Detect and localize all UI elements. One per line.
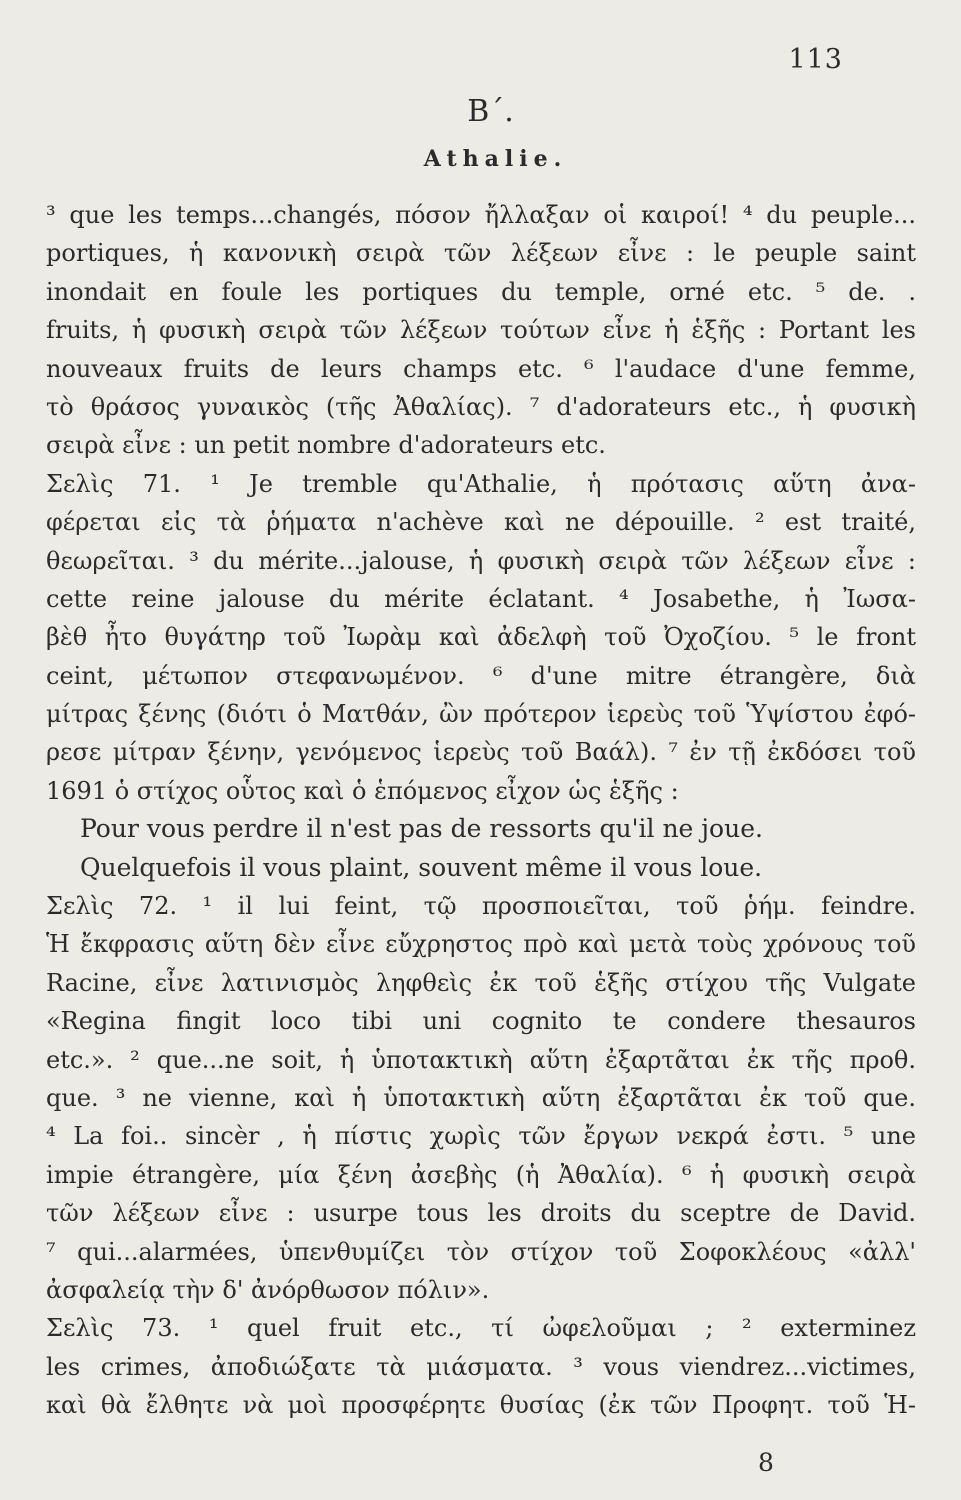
text-line: ceint, μέτωπον στεφανωμένον. ⁶ d'une mitre étrangère, διὰ xyxy=(46,661,916,690)
text-line: καὶ θὰ ἔλθητε νὰ μοὶ προσφέρητε θυσίας (ἐκ τῶν Προφητ. τοῦ Ἡ- xyxy=(46,1391,916,1420)
text-line: inondait en foule les portiques du temple, orné etc. ⁵ de. . xyxy=(46,277,916,306)
text-line: φέρεται εἰς τὰ ῥήματα n'achève καὶ ne dépouille. ² est traité, xyxy=(46,508,916,537)
section-title: Athalie. xyxy=(423,146,568,172)
text-line: portiques, ἡ κανονικὴ σειρὰ τῶν λέξεων εἶνε : le peuple saint xyxy=(46,239,916,268)
text-line: «Regina fingit loco tibi uni cognito te condere thesauros xyxy=(46,1007,916,1036)
text-line: τῶν λέξεων εἶνε : usurpe tous les droits du sceptre de David. xyxy=(46,1199,916,1228)
text-line: ⁴ La foi.. sincèr , ἡ πίστις χωρὶς τῶν ἔργων νεκρά ἐστι. ⁵ une xyxy=(46,1122,916,1151)
text-line: τὸ θράσος γυναικὸς (τῆς Ἀθαλίας). ⁷ d'adorateurs etc., ἡ φυσικὴ xyxy=(46,392,916,421)
text-line: Σελὶς 71. ¹ Je tremble qu'Athalie, ἡ πρότασις αὕτη ἀνα- xyxy=(46,469,916,498)
section-mark: B΄. xyxy=(467,94,514,129)
text-line: les crimes, ἀποδιώξατε τὰ μιάσματα. ³ vous viendrez...victimes, xyxy=(46,1352,916,1381)
verse-line: Pour vous perdre il n'est pas de ressorts qu'il ne joue. xyxy=(80,814,763,844)
text-line: Σελὶς 72. ¹ il lui feint, τῷ προσποιεῖται, τοῦ ῥήμ. feindre. xyxy=(46,892,916,921)
text-line: θεωρεῖται. ³ du mérite...jalouse, ἡ φυσικὴ σειρὰ τῶν λέξεων εἶνε : xyxy=(46,546,916,575)
text-line: que. ³ ne vienne, καὶ ἡ ὑποτακτικὴ αὕτη ἐξαρτᾶται ἐκ τοῦ que. xyxy=(46,1083,916,1112)
text-line: nouveaux fruits de leurs champs etc. ⁶ l'audace d'une femme, xyxy=(46,354,916,383)
text-line: βὲθ ἦτο θυγάτηρ τοῦ Ἰωρὰμ καὶ ἀδελφὴ τοῦ Ὀχοζίου. ⁵ le front xyxy=(46,623,916,652)
text-line: etc.». ² que...ne soit, ἡ ὑποτακτικὴ αὕτη ἐξαρτᾶται ἐκ τῆς προθ. xyxy=(46,1045,916,1074)
text-line: σειρὰ εἶνε : un petit nombre d'adorateurs etc. xyxy=(46,431,606,460)
text-line: impie étrangère, μία ξένη ἀσεβὴς (ἡ Ἀθαλία). ⁶ ἡ φυσικὴ σειρὰ xyxy=(46,1160,916,1189)
text-line: fruits, ἡ φυσικὴ σειρὰ τῶν λέξεων τούτων εἶνε ἡ ἑξῆς : Portant les xyxy=(46,316,916,345)
page-number: 113 xyxy=(788,44,843,75)
text-line: ρεσε μίτραν ξένην, γενόμενος ἱερεὺς τοῦ Βαάλ). ⁷ ἐν τῇ ἐκδόσει τοῦ xyxy=(46,738,916,767)
text-line: cette reine jalouse du mérite éclatant. ⁴ Josabethe, ἡ Ἰωσα- xyxy=(46,584,916,613)
text-line: ἀσφαλείᾳ τὴν δ' ἀνόρθωσον πόλιν». xyxy=(46,1275,490,1304)
text-line: Racine, εἶνε λατινισμὸς ληφθεὶς ἐκ τοῦ ἑξῆς στίχου τῆς Vulgate xyxy=(46,968,916,997)
body-text xyxy=(46,196,916,1425)
text-line: Ἡ ἔκφρασις αὕτη δὲν εἶνε εὔχρηστος πρὸ καὶ μετὰ τοὺς χρόνους τοῦ xyxy=(46,930,916,959)
text-line: ⁷ qui...alarmées, ὑπενθυμίζει τὸν στίχον τοῦ Σοφοκλέους «ἀλλ' xyxy=(46,1237,916,1266)
verse-line: Quelquefois il vous plaint, souvent même il vous loue. xyxy=(80,852,763,882)
text-line: Σελὶς 73. ¹ quel fruit etc., τί ὠφελοῦμαι ; ² exterminez xyxy=(46,1314,916,1343)
text-line: ³ que les temps...changés, πόσον ἤλλαξαν οἱ καιροί! ⁴ du peuple... xyxy=(46,201,916,229)
text-line: μίτρας ξένης (διότι ὁ Ματθάν, ὢν πρότερον ἱερεὺς τοῦ Ὑψίστου ἐφό- xyxy=(46,700,916,729)
text-line: 1691 ὁ στίχος οὗτος καὶ ὁ ἑπόμενος εἶχον ὡς ἑξῆς : xyxy=(46,776,679,805)
signature-mark: 8 xyxy=(758,1448,774,1477)
